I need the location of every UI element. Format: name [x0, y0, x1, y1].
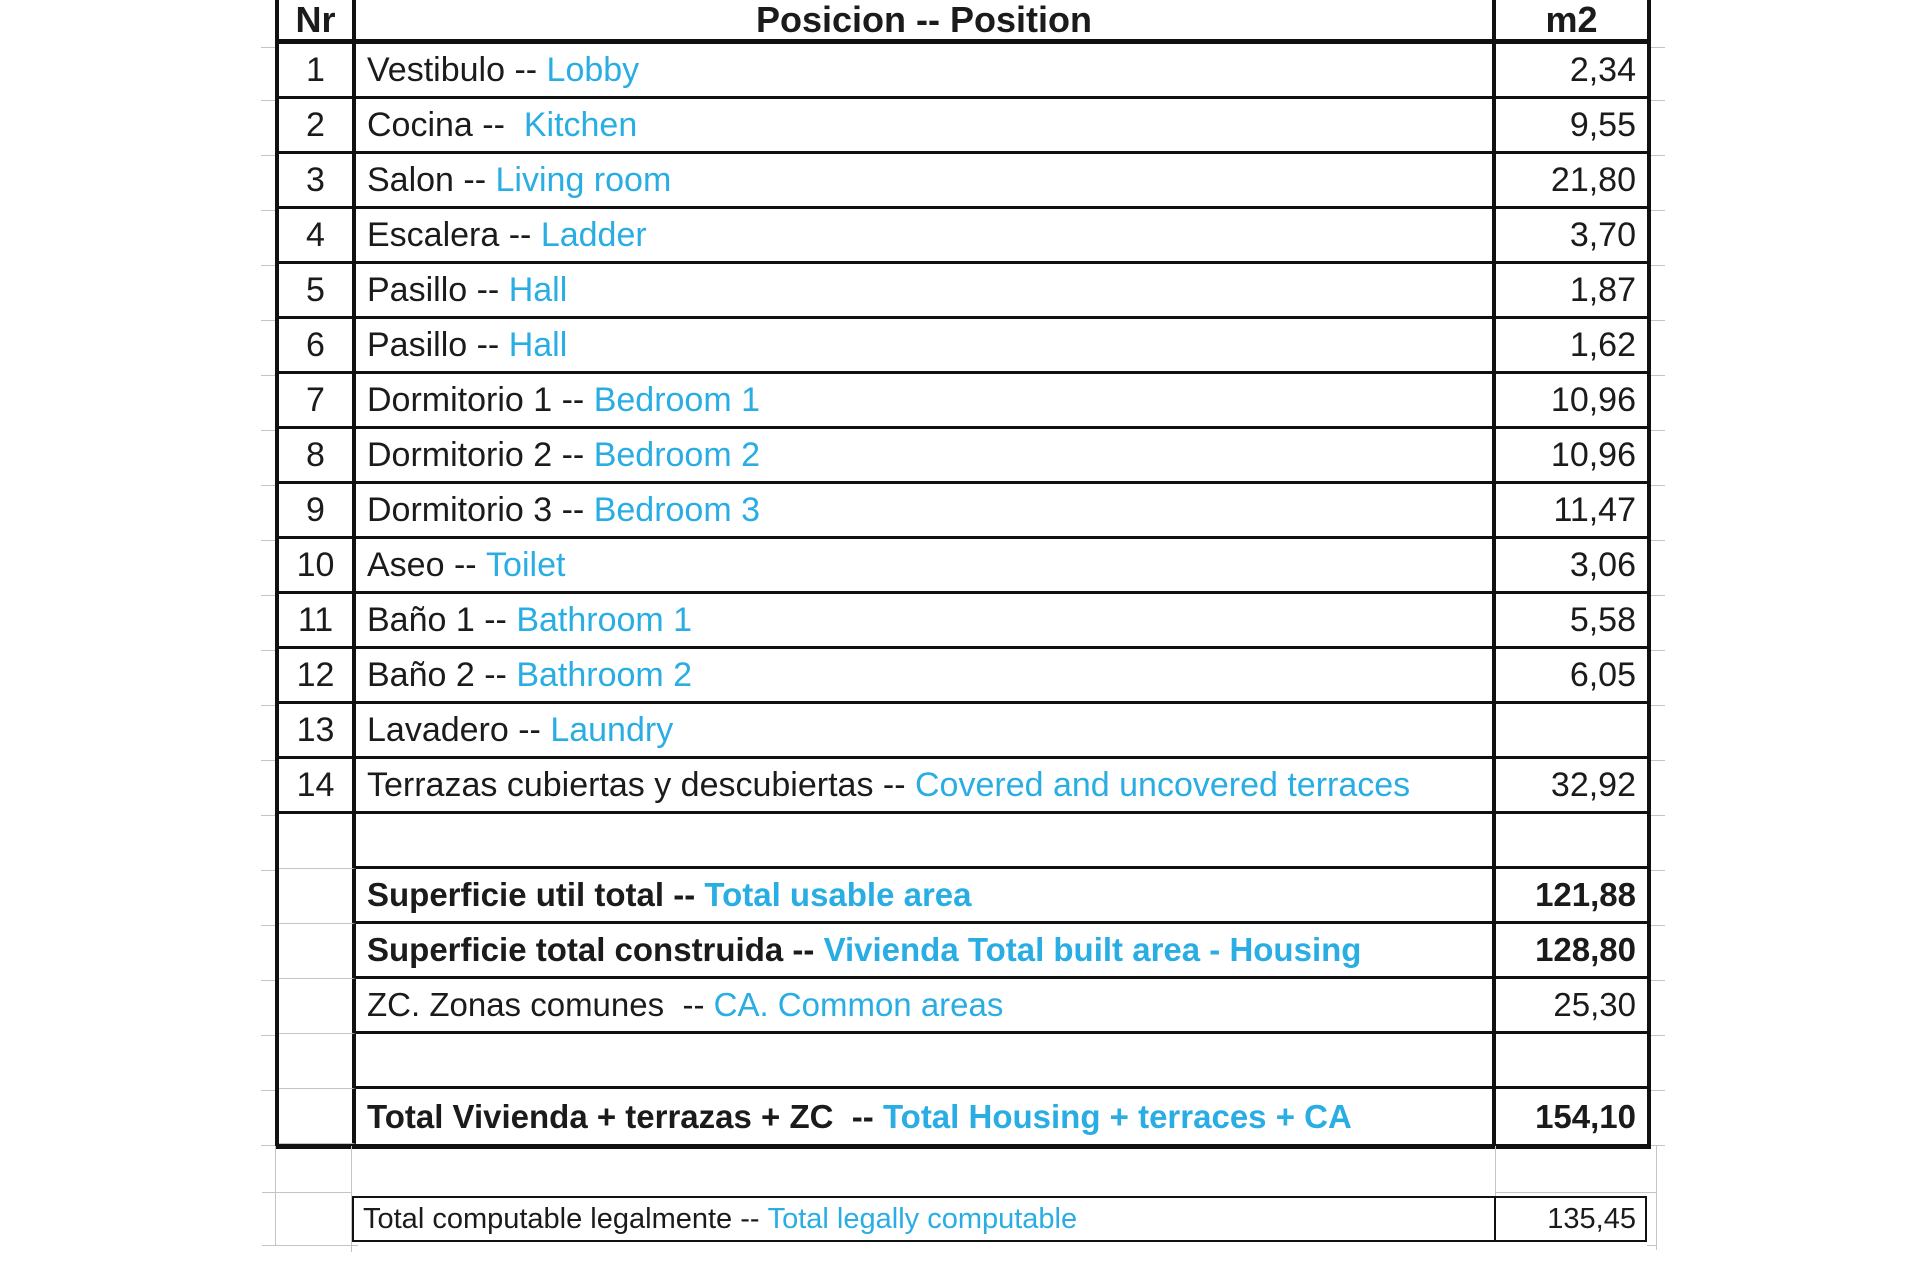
cell-position	[356, 44, 1496, 99]
cell-position	[356, 154, 1496, 209]
cell-m2: 10,96	[1496, 429, 1647, 484]
table-row	[279, 264, 1647, 319]
cell-m2: 25,30	[1496, 979, 1647, 1034]
cell-m2: 128,80	[1496, 924, 1647, 979]
label-en: Laundry	[550, 710, 674, 749]
cell-position	[356, 594, 1496, 649]
empty-row	[279, 814, 1647, 869]
label-en: Covered and uncovered terraces	[915, 765, 1411, 804]
label-es: Salon --	[367, 160, 487, 199]
cell-position	[356, 1089, 1496, 1144]
cell-nr	[279, 814, 356, 869]
label-en: Hall	[508, 325, 568, 364]
gridline	[262, 1192, 352, 1193]
cell-m2: 154,10	[1535, 1097, 1636, 1135]
cell-m2: 1,62	[1496, 319, 1647, 374]
cell-m2: 135,45	[1494, 1198, 1645, 1240]
label-en: Lobby	[546, 50, 640, 89]
cell-m2: 3,06	[1496, 539, 1647, 594]
table-row	[279, 704, 1647, 759]
cell-m2: 11,47	[1496, 484, 1647, 539]
summary-row-usable-total	[279, 869, 1647, 924]
cell-position	[356, 869, 1496, 924]
col-header-nr: Nr	[279, 0, 356, 44]
gridline	[1495, 1146, 1496, 1196]
table-row	[279, 759, 1647, 814]
cell-nr: 12	[279, 649, 356, 704]
cell-m2: 121,88	[1496, 869, 1647, 924]
cell-m2: 5,58	[1496, 594, 1647, 649]
table-row	[279, 649, 1647, 704]
cell-position	[356, 319, 1496, 374]
table-row	[279, 319, 1647, 374]
table-row	[279, 594, 1647, 649]
cell-position	[356, 1034, 1496, 1089]
col-header-m2: m2	[1496, 0, 1647, 44]
label-en: Bathroom 2	[516, 655, 693, 694]
label-en: Total legally computable	[767, 1202, 1078, 1235]
cell-nr: 6	[279, 319, 356, 374]
table-row	[279, 154, 1647, 209]
summary-row-common-areas	[279, 979, 1647, 1034]
label-en: Total usable area	[704, 876, 972, 913]
label-es: Vestibulo --	[367, 50, 538, 89]
gridline	[262, 1245, 358, 1246]
cell-position	[356, 649, 1496, 704]
cell-position	[356, 924, 1496, 979]
cell-m2: 6,05	[1496, 649, 1647, 704]
cell-position	[356, 979, 1496, 1034]
label-es: Lavadero --	[367, 710, 541, 749]
label-es: Dormitorio 3 --	[367, 490, 585, 529]
cell-m2: 21,80	[1496, 154, 1647, 209]
label-es: Superficie util total --	[367, 876, 696, 913]
cell-nr: 7	[279, 374, 356, 429]
label-es: Total Vivienda + terrazas + ZC --	[367, 1097, 874, 1135]
cell-nr	[279, 1034, 356, 1089]
table-row	[279, 374, 1647, 429]
label-es: Escalera --	[367, 215, 532, 254]
label-en: Bathroom 1	[516, 600, 693, 639]
cell-m2: 2,34	[1496, 44, 1647, 99]
label-en: Toilet	[486, 545, 566, 584]
gridline	[351, 1146, 352, 1252]
label-en: Bedroom 2	[593, 435, 761, 474]
cell-m2: 3,70	[1496, 209, 1647, 264]
cell-position	[356, 704, 1496, 759]
label-en: Bedroom 1	[593, 380, 761, 419]
table-row	[279, 209, 1647, 264]
cell-position	[356, 374, 1496, 429]
cell-nr	[279, 1089, 356, 1144]
label-en: Kitchen	[514, 105, 638, 144]
cell-position	[356, 209, 1496, 264]
label-es: ZC. Zonas comunes --	[367, 986, 705, 1023]
col-header-position: Posicion -- Position	[356, 0, 1496, 44]
cell-m2: 9,55	[1496, 99, 1647, 154]
gridline	[1656, 1146, 1657, 1250]
label-es: Dormitorio 2 --	[367, 435, 585, 474]
gridline	[1647, 1245, 1656, 1246]
header-row	[279, 0, 1647, 44]
label-es: Pasillo --	[367, 270, 500, 309]
cell-m2: 10,96	[1496, 374, 1647, 429]
cell-nr: 11	[279, 594, 356, 649]
cell-m2	[1496, 814, 1647, 869]
cell-position	[354, 1198, 1494, 1240]
gridline	[275, 1146, 276, 1246]
label-es: Cocina --	[367, 105, 505, 144]
cell-nr: 2	[279, 99, 356, 154]
summary-row-built-total	[279, 924, 1647, 979]
label-es: Pasillo --	[367, 325, 500, 364]
label-en: Vivienda Total built area - Housing	[823, 931, 1362, 968]
cell-position	[356, 539, 1496, 594]
table-row	[279, 539, 1647, 594]
label-es: Baño 2 --	[367, 655, 507, 694]
cell-m2: 1,87	[1496, 264, 1647, 319]
cell-m2: 32,92	[1496, 759, 1647, 814]
cell-m2	[1496, 704, 1647, 759]
table-row	[279, 484, 1647, 539]
label-es: Superficie total construida --	[367, 931, 815, 968]
cell-position	[356, 99, 1496, 154]
cell-nr: 10	[279, 539, 356, 594]
table-row	[279, 99, 1647, 154]
cell-nr: 14	[279, 759, 356, 814]
label-en: Bedroom 3	[593, 490, 761, 529]
gridline	[1495, 1192, 1656, 1193]
area-table	[275, 0, 1651, 1149]
cell-nr: 3	[279, 154, 356, 209]
cell-position	[356, 484, 1496, 539]
cell-position	[356, 429, 1496, 484]
cell-nr	[279, 924, 356, 979]
label-es: Aseo --	[367, 545, 477, 584]
cell-nr	[279, 979, 356, 1034]
label-en: CA. Common areas	[713, 986, 1004, 1023]
cell-nr	[279, 869, 356, 924]
label-en: Total Housing + terraces + CA	[882, 1097, 1352, 1135]
label-en: Ladder	[540, 215, 647, 254]
summary-row-grand-total	[279, 1089, 1647, 1144]
label-es: Baño 1 --	[367, 600, 507, 639]
label-es: Dormitorio 1 --	[367, 380, 585, 419]
table-row	[279, 44, 1647, 99]
cell-nr: 9	[279, 484, 356, 539]
label-en: Hall	[508, 270, 568, 309]
cell-m2	[1496, 1034, 1647, 1089]
cell-nr: 13	[279, 704, 356, 759]
cell-position	[356, 264, 1496, 319]
cell-nr: 1	[279, 44, 356, 99]
cell-position	[356, 814, 1496, 869]
empty-row	[279, 1034, 1647, 1089]
cell-nr: 4	[279, 209, 356, 264]
cell-position	[356, 759, 1496, 814]
cell-nr: 5	[279, 264, 356, 319]
label-es: Total computable legalmente --	[363, 1202, 760, 1235]
cell-nr: 8	[279, 429, 356, 484]
label-en: Living room	[495, 160, 672, 199]
label-es: Terrazas cubiertas y descubiertas --	[367, 765, 906, 804]
table-row	[279, 429, 1647, 484]
legally-computable-row	[352, 1196, 1647, 1242]
